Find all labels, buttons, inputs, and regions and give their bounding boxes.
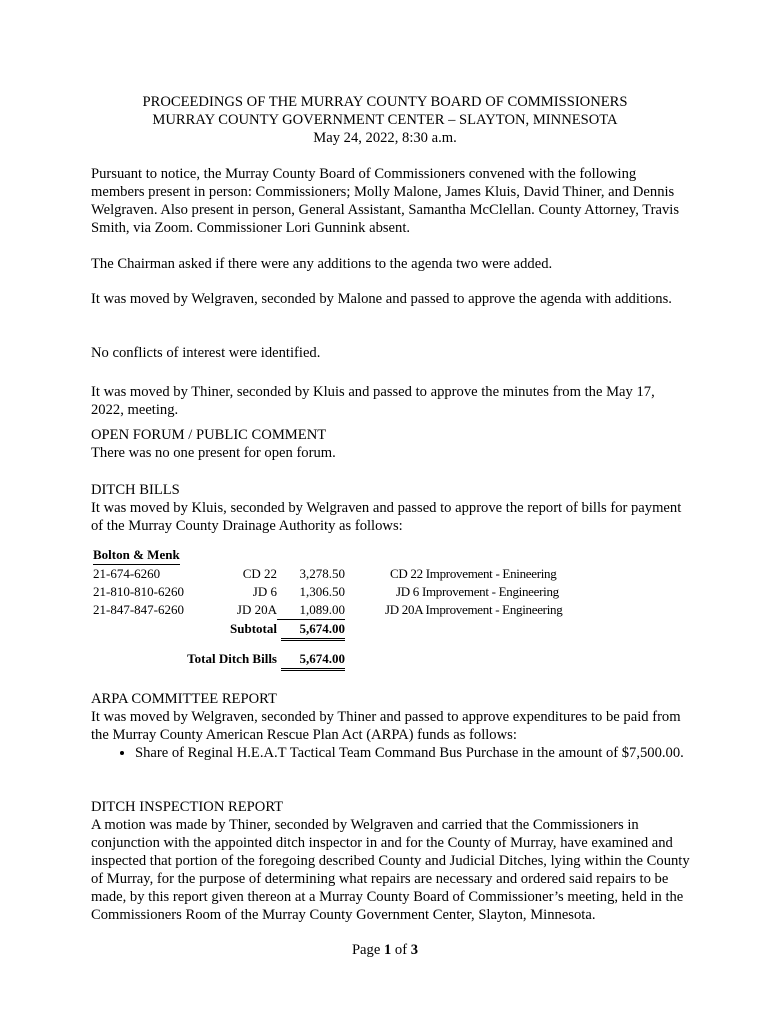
bill-ditch: JD 20A <box>236 602 277 617</box>
bill-account: 21-847-847-6260 <box>93 602 184 617</box>
page-number: 1 <box>383 942 392 958</box>
bill-description: CD 22 Improvement - Enineering <box>390 566 557 581</box>
ditch-inspection-section <box>91 798 691 924</box>
header-date: May 24, 2022, 8:30 a.m. <box>313 130 457 146</box>
bill-ditch: JD 6 <box>252 584 277 599</box>
page-total: 3 <box>410 942 419 958</box>
arpa-list-item: • Share of Reginal H.E.A.T Tactical Team Command Bus Purchase in the amount of $7,500.00. <box>135 744 725 762</box>
ditch-inspection-text: A motion was made by Thiner, seconded by Welgraven and carried that the Commissioners in conjunction with the appointed ditch inspector in and for the County of Murray, have examined and inspected that portion of the foregoing described County and Judicial Ditches, lying within the County of Murray, for the purpose of determining what repairs are necessary and ordered said repairs to be made, by this report given thereon at a Murray County Board of Commissioner’s meeting, held in the Commissioners Room of the Murray County Government Center, Slayton, Minnesota. <box>91 817 690 923</box>
agenda-approval-paragraph: It was moved by Welgraven, seconded by Malone and passed to approve the agenda with additions. <box>91 291 672 307</box>
vendor-name: Bolton & Menk <box>93 546 180 565</box>
agenda-additions-paragraph: The Chairman asked if there were any additions to the agenda two were added. <box>91 256 553 272</box>
bill-account: 21-810-810-6260 <box>93 584 184 599</box>
bill-amount: 3,278.50 <box>299 566 345 581</box>
attendance-paragraph: Pursuant to notice, the Murray County Board of Commissioners convened with the following members present in person: Commissioners; Molly Malone, James Kluis, David Thiner, and Dennis Welgraven. Also present in person, General Assistant, Samantha McClellan. County Attorney, Travis Smith, via Zoom. Commissioner Lori Gunnink absent. <box>91 166 680 236</box>
header-location: MURRAY COUNTY GOVERNMENT CENTER – SLAYTON, MINNESOTA <box>152 112 618 128</box>
ditch-bills-heading: DITCH BILLS <box>91 482 180 498</box>
ditch-inspection-heading: DITCH INSPECTION REPORT <box>91 799 284 815</box>
arpa-list <box>91 744 725 762</box>
document-header <box>85 93 685 147</box>
total-label: Total Ditch Bills <box>187 651 277 666</box>
bill-description: JD 6 Improvement - Engineering <box>396 584 559 599</box>
ditch-bills-table <box>93 546 593 676</box>
bill-amount: 1,306.50 <box>299 584 345 599</box>
open-forum-section <box>91 426 691 462</box>
bill-ditch: CD 22 <box>242 566 277 581</box>
bill-amount: 1,089.00 <box>277 601 345 620</box>
page-footer <box>0 942 770 959</box>
ditch-bills-section <box>91 481 691 535</box>
header-title: PROCEEDINGS OF THE MURRAY COUNTY BOARD OF COMMISSIONERS <box>142 94 628 110</box>
bill-account: 21-674-6260 <box>93 566 161 581</box>
total-amount: 5,674.00 <box>281 650 345 671</box>
subtotal-amount: 5,674.00 <box>281 620 345 641</box>
conflicts-paragraph: No conflicts of interest were identified. <box>91 345 321 361</box>
of-word: of <box>394 942 408 958</box>
open-forum-heading: OPEN FORUM / PUBLIC COMMENT <box>91 427 327 443</box>
arpa-heading: ARPA COMMITTEE REPORT <box>91 691 277 707</box>
bill-description: JD 20A Improvement - Engineering <box>385 602 563 617</box>
arpa-text: It was moved by Welgraven, seconded by Thiner and passed to approve expenditures to be paid from the Murray County American Rescue Plan Act (ARPA) funds as follows: <box>91 709 681 743</box>
page-word: Page <box>351 942 381 958</box>
arpa-section <box>91 690 691 744</box>
open-forum-text: There was no one present for open forum. <box>91 445 336 461</box>
subtotal-label: Subtotal <box>230 621 277 636</box>
ditch-bills-text: It was moved by Kluis, seconded by Welgraven and passed to approve the report of bills for payment of the Murray County Drainage Authority as follows: <box>91 500 682 534</box>
minutes-approval-paragraph: It was moved by Thiner, seconded by Kluis and passed to approve the minutes from the May 17, 2022, meeting. <box>91 384 655 418</box>
